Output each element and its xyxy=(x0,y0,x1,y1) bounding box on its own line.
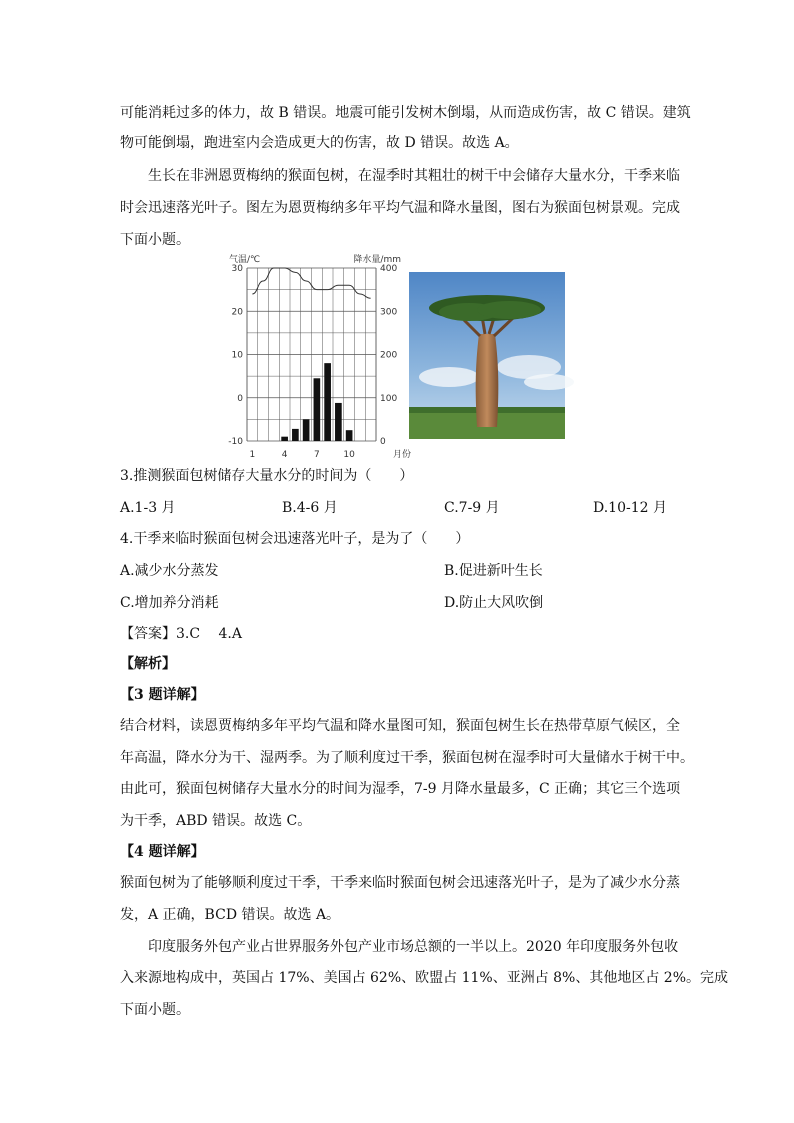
y2-tick-label: 200 xyxy=(380,350,398,361)
y-axis-label: 气温/℃ xyxy=(229,255,261,265)
question-4-stem: 4.干季来临时猴面包树会迅速落光叶子，是为了（ ） xyxy=(120,531,470,547)
x-tick-label: 7 xyxy=(314,450,320,460)
text-line: 入来源地构成中，英国占 17%、美国占 62%、欧盟占 11%、亚洲占 8%、其他地区占 2%。完成 xyxy=(120,970,729,986)
precipitation-bars xyxy=(281,363,352,441)
q3-option-c: C.7-9 月 xyxy=(444,500,500,516)
text-line: 由此可，猴面包树储存大量水分的时间为湿季，7-9 月降水量最多，C 正确；其它三个选项 xyxy=(120,781,681,797)
y-tick-label: -10 xyxy=(228,437,243,447)
x-axis-label: 月份 xyxy=(393,450,412,460)
chart-grid xyxy=(247,268,376,441)
precipitation-bar xyxy=(346,430,353,441)
answer-line: 【答案】3.C 4.A xyxy=(120,626,242,642)
precipitation-bar xyxy=(324,363,331,441)
x-tick-label: 4 xyxy=(281,450,288,460)
y-tick-label: 10 xyxy=(231,350,243,361)
y2-tick-label: 0 xyxy=(380,437,386,447)
text-line: 印度服务外包产业占世界服务外包产业市场总额的一半以上。2020 年印度服务外包收 xyxy=(148,939,679,955)
q4-option-c: C.增加养分消耗 xyxy=(120,595,219,611)
analysis-heading: 【解析】 xyxy=(120,656,176,672)
y-tick-label: 20 xyxy=(231,307,243,318)
text-line: 年高温，降水分为干、湿两季。为了顺利度过干季，猴面包树在湿季时可大量储水于树干中。 xyxy=(120,750,694,766)
y-tick-label: 30 xyxy=(231,264,243,274)
y2-tick-label: 400 xyxy=(380,264,398,274)
text-line: 物可能倒塌，跑进室内会造成更大的伤害，故 D 错误。故选 A。 xyxy=(120,135,519,151)
q3-option-d: D.10-12 月 xyxy=(593,500,667,516)
q3-detail-heading: 【3 题详解】 xyxy=(120,687,205,703)
text-line: 猴面包树为了能够顺利度过干季，干季来临时猴面包树会迅速落光叶子，是为了减少水分蒸 xyxy=(120,875,680,891)
text-line: 生长在非洲恩贾梅纳的猴面包树，在湿季时其粗壮的树干中会储存大量水分，干季来临 xyxy=(148,168,680,184)
text-line: 结合材料，读恩贾梅纳多年平均气温和降水量图可知，猴面包树生长在热带草原气候区，全 xyxy=(120,718,680,734)
q4-option-a: A.减少水分蒸发 xyxy=(120,563,219,579)
text-line: 下面小题。 xyxy=(120,232,190,248)
baobab-tree-photo xyxy=(409,272,565,439)
y2-tick-label: 300 xyxy=(380,307,398,318)
precipitation-bar xyxy=(314,378,321,441)
q4-option-b: B.促进新叶生长 xyxy=(444,563,543,579)
x-tick-label: 10 xyxy=(343,450,355,460)
y-tick-label: 0 xyxy=(237,393,243,404)
y2-tick-label: 100 xyxy=(380,393,398,404)
text-line: 时会迅速落光叶子。图左为恩贾梅纳多年平均气温和降水量图，图右为猴面包树景观。完成 xyxy=(120,200,680,216)
x-tick-label: 1 xyxy=(249,450,256,460)
text-line: 可能消耗过多的体力，故 B 错误。地震可能引发树木倒塌，从而造成伤害，故 C 错误。建筑 xyxy=(120,105,691,121)
precipitation-bar xyxy=(292,429,299,441)
q3-option-b: B.4-6 月 xyxy=(282,500,338,516)
precipitation-bar xyxy=(335,403,342,441)
text-line: 发，A 正确，BCD 错误。故选 A。 xyxy=(120,907,341,923)
text-line: 为干季，ABD 错误。故选 C。 xyxy=(120,813,312,829)
text-line: 下面小题。 xyxy=(120,1002,190,1018)
q4-detail-heading: 【4 题详解】 xyxy=(120,844,205,860)
precipitation-bar xyxy=(281,437,288,441)
q4-option-d: D.防止大风吹倒 xyxy=(444,595,544,611)
y2-axis-label: 降水量/mm xyxy=(353,255,401,265)
question-3-stem: 3.推测猴面包树储存大量水分的时间为（ ） xyxy=(120,468,414,484)
climate-chart xyxy=(225,250,412,460)
precipitation-bar xyxy=(303,419,310,441)
q3-option-a: A.1-3 月 xyxy=(120,500,176,516)
